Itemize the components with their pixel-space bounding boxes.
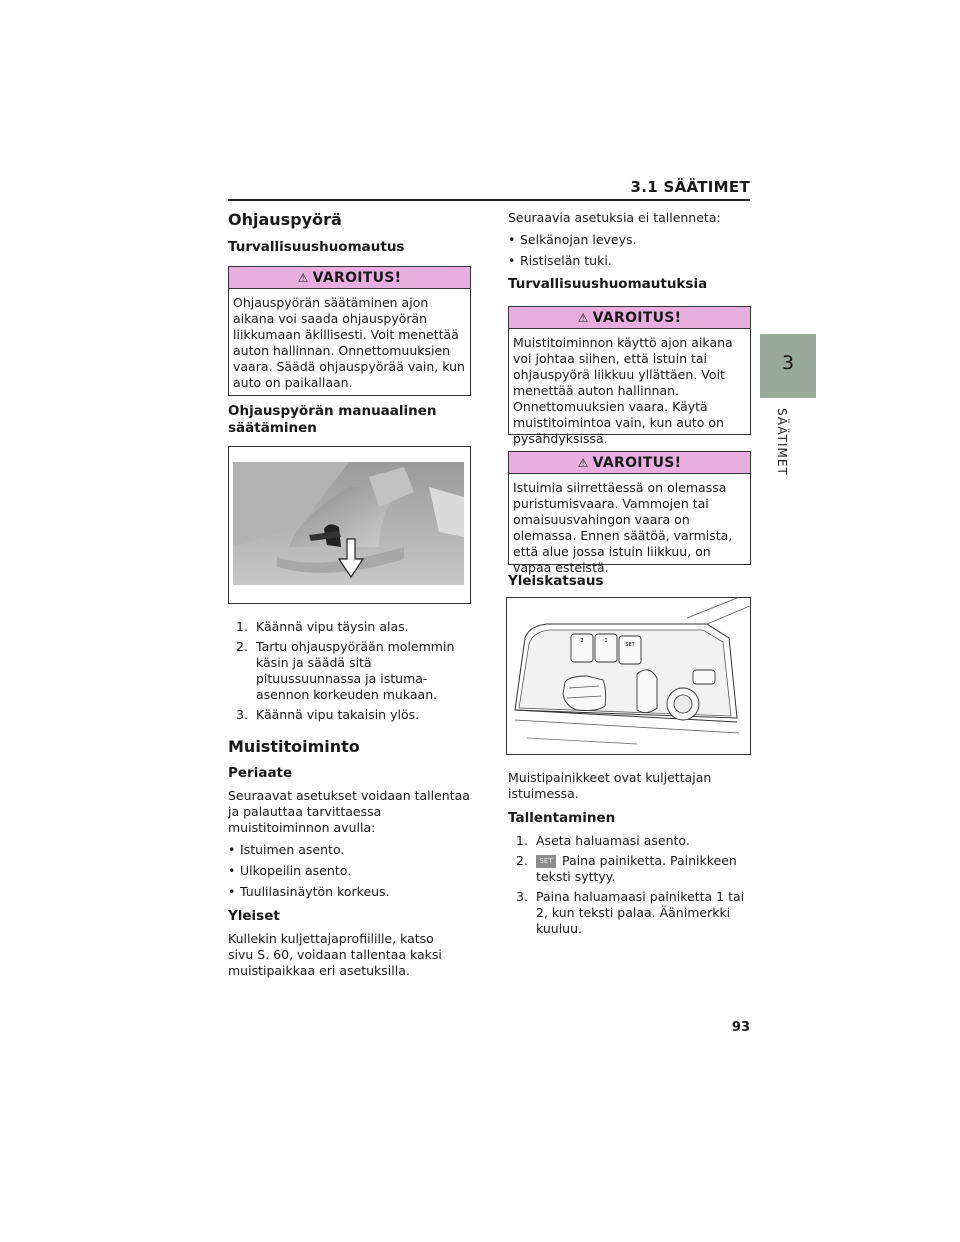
memory-title: Muistitoiminto (228, 737, 360, 756)
warning-label: VAROITUS! (312, 269, 402, 286)
warning-triangle-icon: ⚠ (577, 455, 589, 470)
header-rule (228, 199, 750, 201)
memory-buttons-figure (506, 597, 751, 755)
list-item: 2. SET Paina painiketta. Painikkeen teksti syttyy. (516, 853, 737, 884)
safety-heading: Turvallisuushuomautus (228, 239, 405, 255)
list-item: 1. Käännä vipu täysin alas. (236, 619, 409, 634)
principle-text: Seuraavat asetukset voidaan tallentaa ja palauttaa tarvittaessa muistitoiminnon avulla: (228, 788, 470, 835)
memory-instructions (508, 770, 750, 937)
warning-header (509, 452, 750, 474)
section-title: Ohjauspyörä (228, 210, 342, 229)
right-column (508, 210, 750, 293)
warning-header (229, 267, 470, 289)
steering-lever-figure (228, 446, 471, 604)
list-item: • Ristiselän tuki. (508, 253, 612, 268)
warning-triangle-icon: ⚠ (297, 270, 309, 285)
page-number: 93 (731, 1020, 750, 1035)
set-button-label: SET (625, 642, 635, 648)
warning-label: VAROITUS! (592, 309, 682, 326)
chapter-number: 3 (781, 352, 795, 374)
not-saved-intro: Seuraavia asetuksia ei tallenneta: (508, 210, 721, 225)
chapter-label: SÄÄTIMET (775, 408, 789, 476)
list-item: 3. Käännä vipu takaisin ylös. (236, 707, 420, 722)
warning-box-pinch (508, 451, 751, 575)
list-item: • Tuulilasinäytön korkeus. (228, 884, 390, 899)
warning-box-memory (508, 306, 751, 446)
steering-lever-illustration (229, 447, 470, 603)
warning-text: Ohjauspyörän säätäminen ajon aikana voi saada ohjauspyörän liikkumaan äkillisesti. Voit menettää auton hallinnan. Onnettomuuksien vaara. Säädä ohjauspyörää vain, kun auto on paikallaan. (233, 295, 465, 390)
warning-text: Muistitoiminnon käyttö ajon aikana voi johtaa siihen, että istuin tai ohjauspyörä liikkuu yllättäen. Voit menettää auton hallinnan. Onnettomuuksien vaara. Käytä muistitoimintoa vain, kun auto on pysähdyksissä. (513, 335, 733, 446)
overview-heading: Yleiskatsaus (508, 573, 604, 589)
saving-heading: Tallentaminen (508, 810, 616, 826)
principle-heading: Periaate (228, 765, 293, 781)
section-header: 3.1 SÄÄTIMET (630, 178, 750, 196)
warning-label: VAROITUS! (592, 454, 682, 471)
set-button-icon: SET (536, 855, 556, 868)
general-text: Kullekin kuljettajaprofiilille, katso sivu S. 60, voidaan tallentaa kaksi muistipaikkaa eri asetuksilla. (228, 931, 442, 978)
warning-triangle-icon: ⚠ (577, 310, 589, 325)
warning-text: Istuimia siirrettäessä on olemassa puristumisvaara. Vammojen tai omaisuusvahingon vaara on olemassa. Ennen säätöä, varmista, että alue jossa istuin liikkuu, on vapaa esteistä. (513, 480, 733, 575)
list-item: • Ulkopeilin asento. (228, 863, 352, 878)
steering-steps (228, 619, 470, 979)
warning-box-steering (228, 266, 471, 396)
figure-caption: Muistipainikkeet ovat kuljettajan istuimessa. (508, 770, 712, 801)
list-item: 1. Aseta haluamasi asento. (516, 833, 690, 848)
manual-adjust-heading: Ohjauspyörän manuaalinen säätäminen (228, 403, 437, 436)
memory-button-2-label: 2 (580, 638, 584, 644)
list-item: 3. Paina haluamaasi painiketta 1 tai 2, kun teksti palaa. Äänimerkki kuuluu. (516, 889, 745, 936)
safety-notes-heading: Turvallisuushuomautuksia (508, 276, 708, 292)
list-item: • Selkänojan leveys. (508, 232, 637, 247)
warning-header (509, 307, 750, 329)
memory-button-1-label: 1 (604, 638, 608, 644)
general-heading: Yleiset (228, 908, 280, 924)
seat-controls-illustration (507, 598, 750, 754)
left-column (228, 210, 470, 256)
list-item: • Istuimen asento. (228, 842, 345, 857)
list-item: 2. Tartu ohjauspyörään molemmin käsin ja säädä sitä pituussuunnassa ja istuma-asennon korkeuden mukaan. (236, 639, 455, 702)
